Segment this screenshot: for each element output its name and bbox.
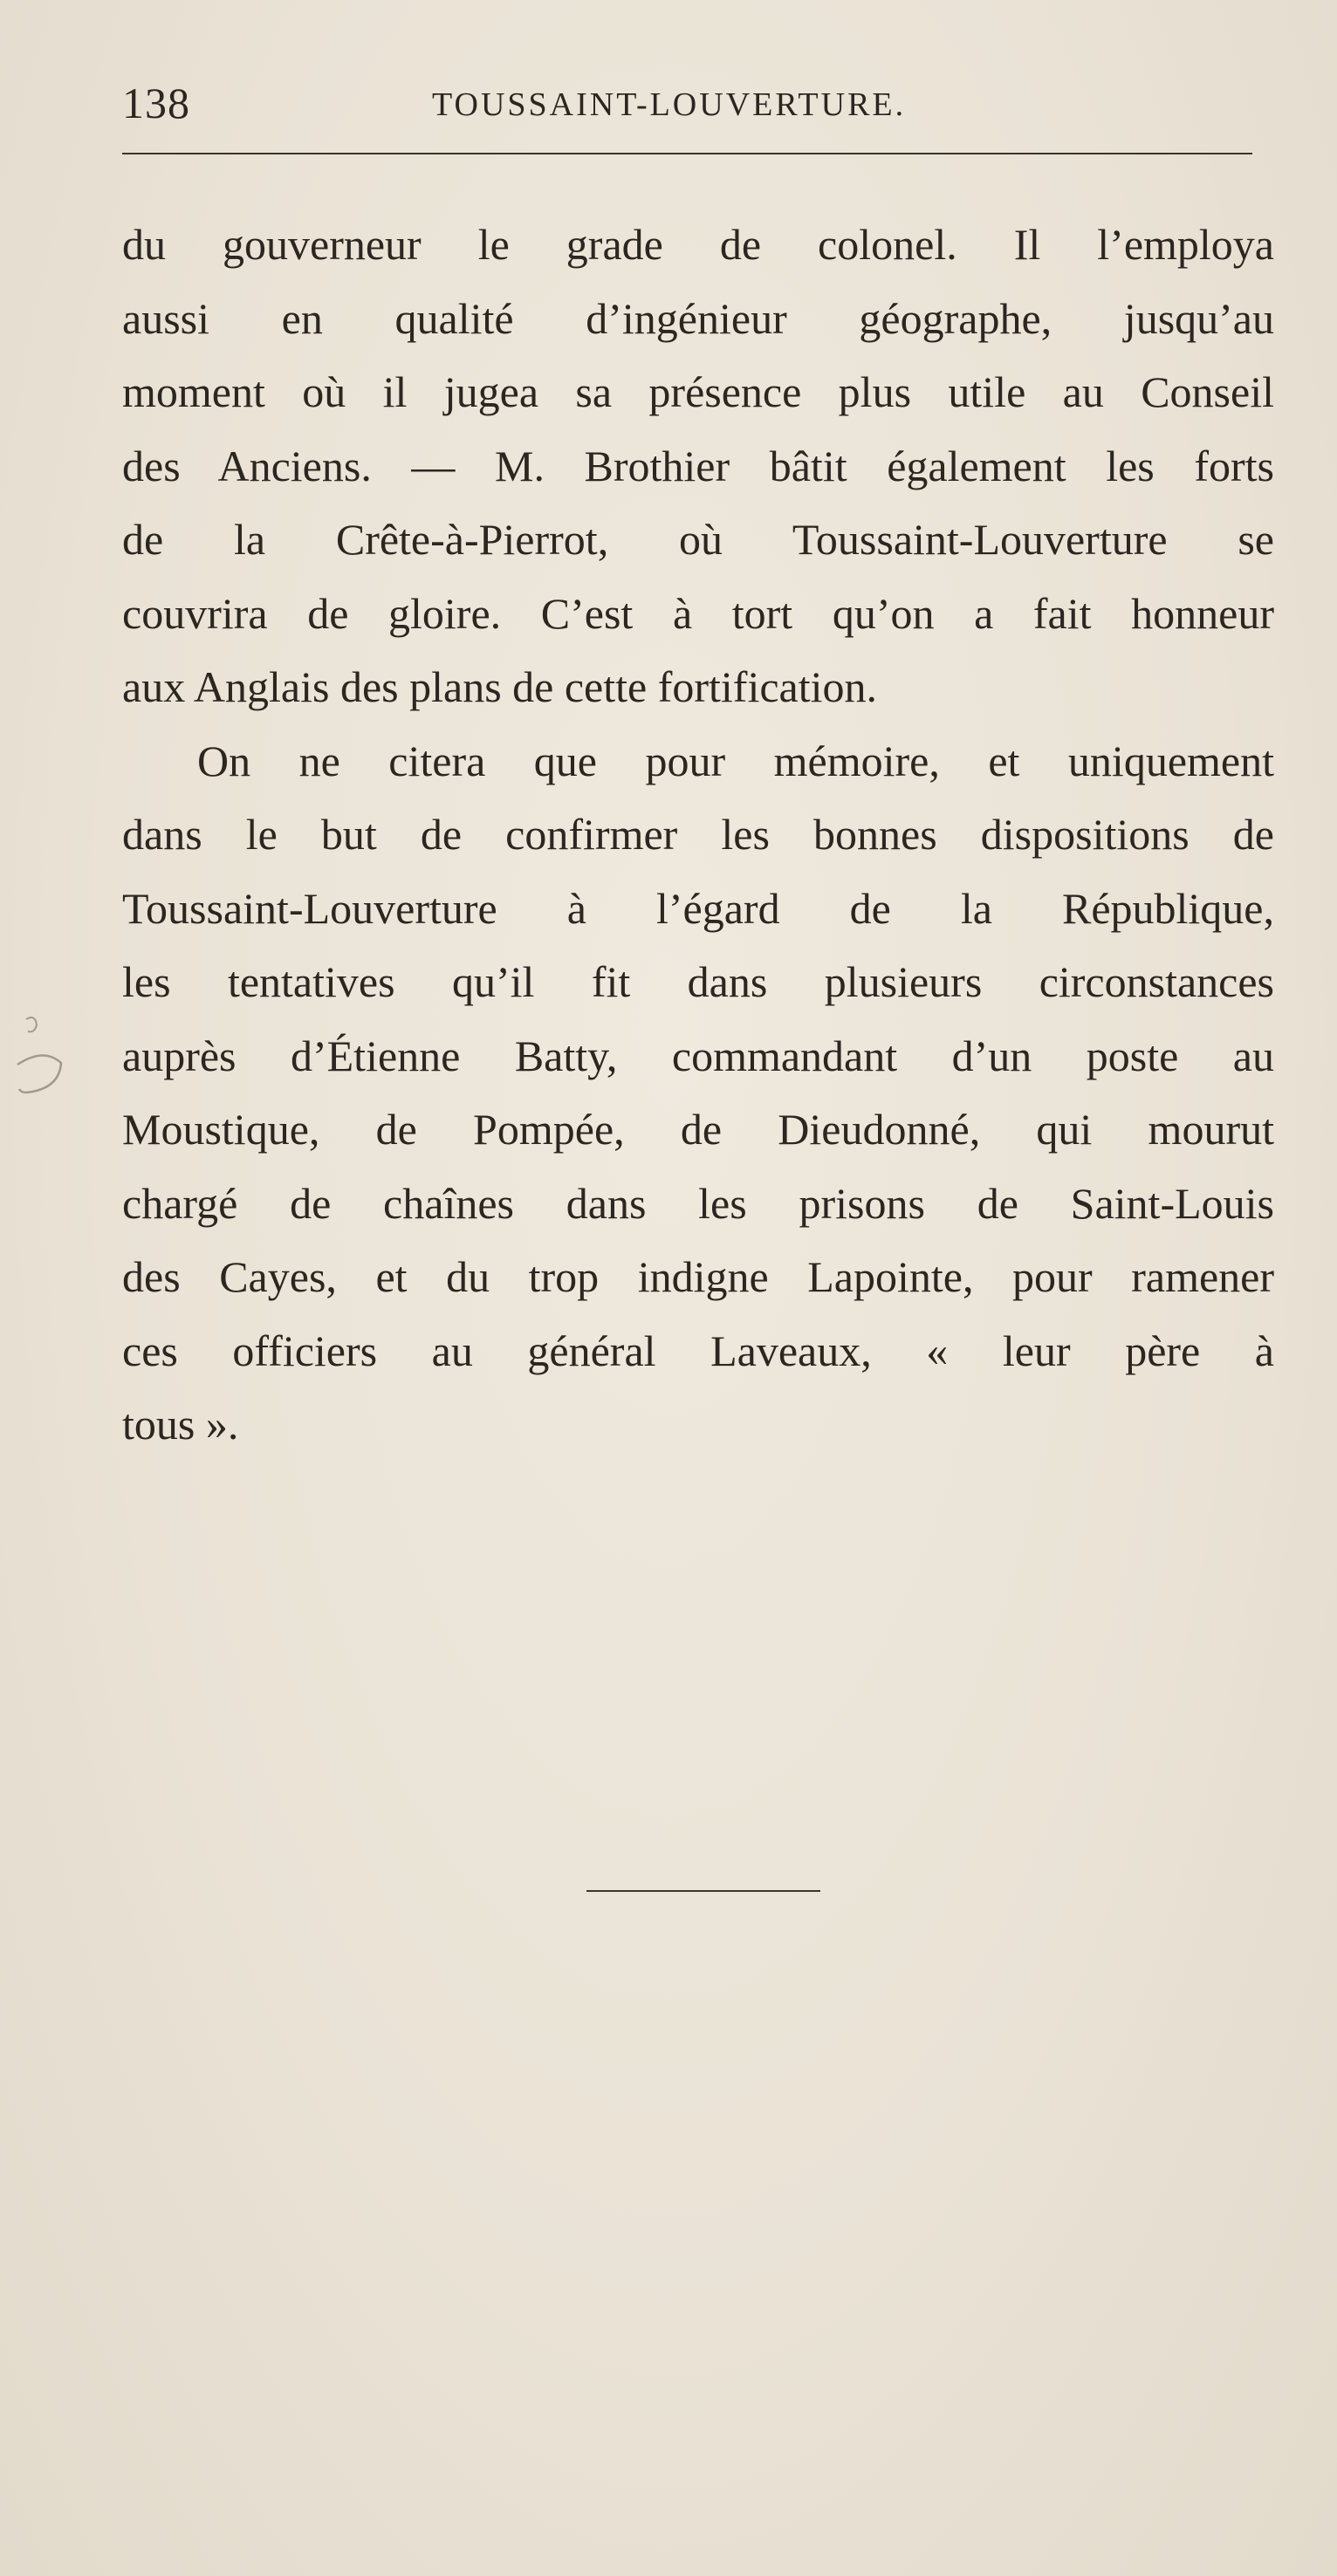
body-text xyxy=(122,208,1274,1462)
text-line: de la Crête-à-Pierrot, où Toussaint-Louverture se xyxy=(122,515,1274,564)
text-line: des Anciens. — M. Brothier bâtit également les forts xyxy=(122,441,1274,490)
text-line: du gouverneur le grade de colonel. Il l’employa xyxy=(122,220,1274,269)
text-line: moment où il jugea sa présence plus utile au Conseil xyxy=(122,367,1274,416)
text-line: dans le but de confirmer les bonnes dispositions de xyxy=(122,810,1274,859)
text-line: aux Anglais des plans de cette fortification. xyxy=(122,662,878,711)
running-title: TOUSSAINT-LOUVERTURE. xyxy=(432,86,907,123)
page-header xyxy=(122,77,1257,129)
text-line: auprès d’Étienne Batty, commandant d’un poste au xyxy=(122,1031,1274,1080)
pencil-margin-mark-icon xyxy=(9,1012,70,1108)
text-line: ces officiers au général Laveaux, « leur père à xyxy=(122,1326,1274,1375)
header-rule xyxy=(122,153,1252,154)
text-line: On ne citera que pour mémoire, et uniquement xyxy=(197,736,1274,785)
text-line: aussi en qualité d’ingénieur géographe, jusqu’au xyxy=(122,293,1274,343)
text-line: chargé de chaînes dans les prisons de Saint-Louis xyxy=(122,1178,1274,1228)
text-line: couvrira de gloire. C’est à tort qu’on a fait honneur xyxy=(122,588,1274,638)
text-line: Moustique, de Pompée, de Dieudonné, qui mourut xyxy=(122,1105,1274,1154)
text-line: tous ». xyxy=(122,1400,239,1449)
text-line: des Cayes, et du trop indigne Lapointe, pour ramener xyxy=(122,1252,1274,1301)
text-line: Toussaint-Louverture à l’égard de la République, xyxy=(122,883,1274,933)
text-line: les tentatives qu’il fit dans plusieurs circonstances xyxy=(122,957,1274,1006)
end-rule xyxy=(586,1890,820,1892)
page-number: 138 xyxy=(122,79,190,127)
